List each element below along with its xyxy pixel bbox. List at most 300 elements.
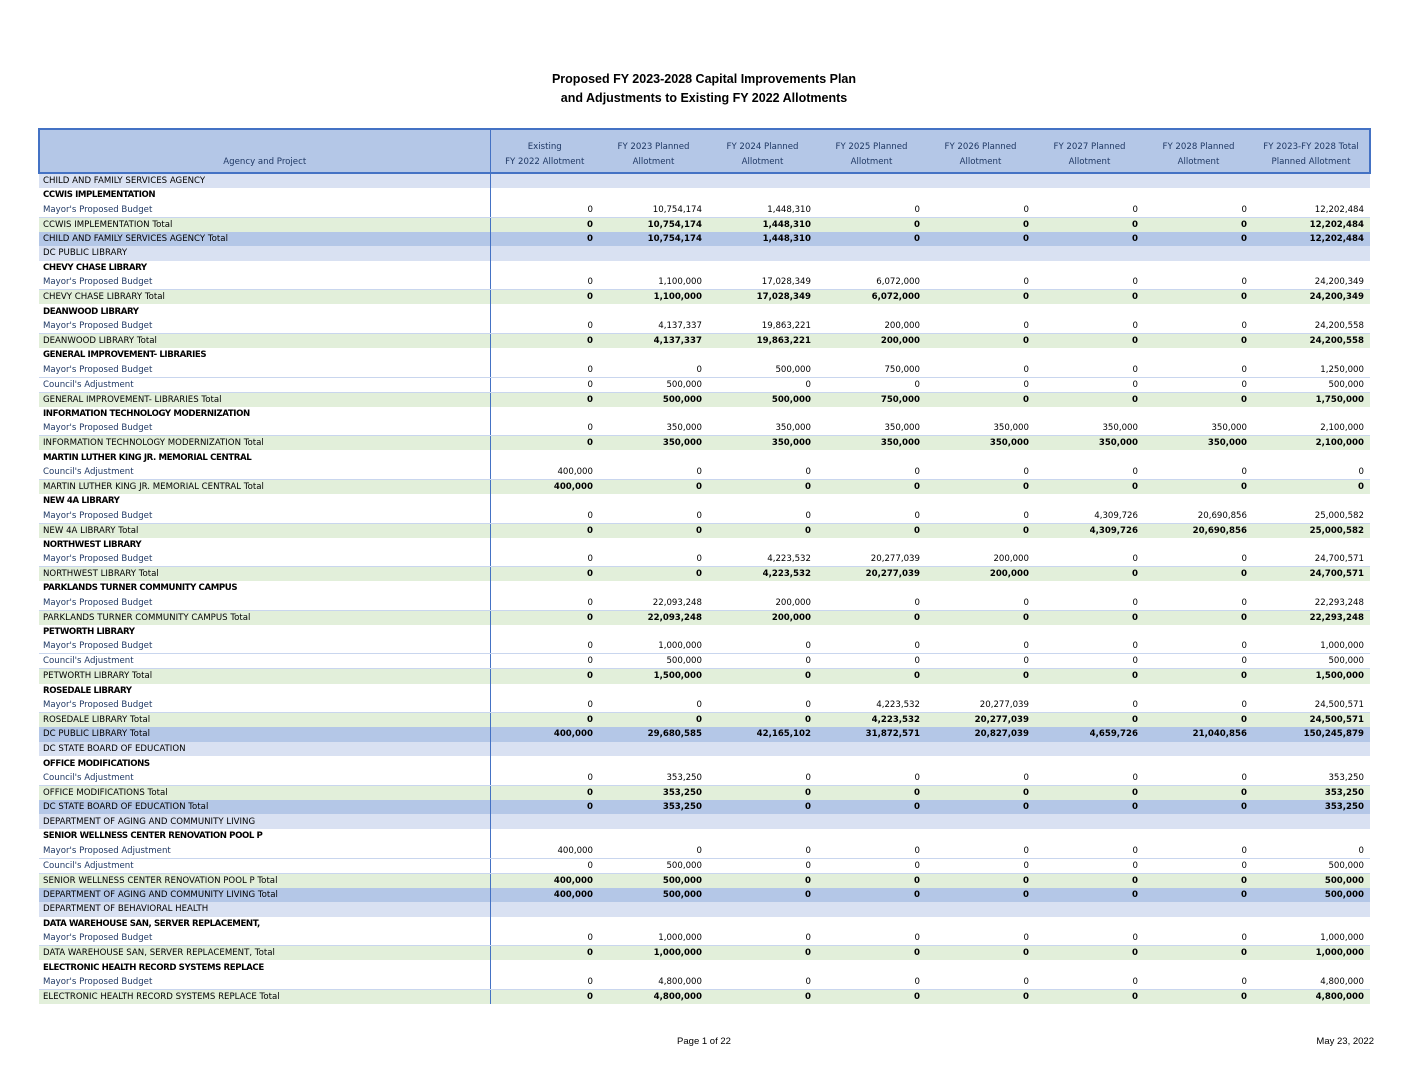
amount-cell bbox=[1144, 581, 1253, 596]
amount-cell bbox=[1144, 407, 1253, 422]
agency-row bbox=[39, 814, 1370, 829]
amount-cell bbox=[1035, 304, 1144, 319]
amount-cell: 20,277,039 bbox=[817, 567, 926, 582]
amount-cell: 500,000 bbox=[1253, 377, 1370, 392]
amount-cell: 500,000 bbox=[708, 392, 817, 407]
amount-cell bbox=[817, 742, 926, 757]
amount-cell bbox=[1144, 246, 1253, 261]
amount-cell bbox=[817, 188, 926, 203]
amount-cell: 1,000,000 bbox=[1253, 639, 1370, 654]
amount-cell bbox=[926, 246, 1035, 261]
amount-cell: 500,000 bbox=[599, 873, 708, 888]
detail-row bbox=[39, 363, 1370, 378]
amount-cell: 350,000 bbox=[817, 436, 926, 451]
amount-cell: 4,137,337 bbox=[599, 333, 708, 348]
project-label: SENIOR WELLNESS CENTER RENOVATION POOL P bbox=[39, 829, 490, 844]
amount-cell bbox=[599, 742, 708, 757]
amount-cell bbox=[599, 348, 708, 363]
project-total-label: SENIOR WELLNESS CENTER RENOVATION POOL P Total bbox=[39, 873, 490, 888]
detail-label: Mayor's Proposed Budget bbox=[39, 931, 490, 946]
amount-cell: 200,000 bbox=[926, 567, 1035, 582]
amount-cell: 0 bbox=[599, 523, 708, 538]
amount-cell bbox=[708, 538, 817, 553]
amount-cell: 353,250 bbox=[1253, 785, 1370, 800]
amount-cell bbox=[1035, 494, 1144, 509]
amount-cell: 24,200,349 bbox=[1253, 275, 1370, 290]
amount-cell: 0 bbox=[926, 669, 1035, 684]
amount-cell bbox=[490, 246, 599, 261]
amount-cell bbox=[1035, 625, 1144, 640]
amount-cell: 2,100,000 bbox=[1253, 421, 1370, 436]
amount-cell: 500,000 bbox=[1253, 654, 1370, 669]
amount-cell bbox=[1253, 581, 1370, 596]
amount-cell: 350,000 bbox=[599, 436, 708, 451]
project-total-row bbox=[39, 567, 1370, 582]
amount-cell: 0 bbox=[490, 217, 599, 232]
amount-cell: 20,690,856 bbox=[1144, 523, 1253, 538]
amount-cell bbox=[1035, 173, 1144, 188]
amount-cell: 0 bbox=[1144, 888, 1253, 903]
amount-cell: 24,200,349 bbox=[1253, 290, 1370, 305]
amount-cell: 0 bbox=[599, 479, 708, 494]
amount-cell bbox=[817, 538, 926, 553]
amount-cell: 353,250 bbox=[599, 800, 708, 815]
amount-cell: 0 bbox=[708, 800, 817, 815]
amount-cell: 0 bbox=[490, 275, 599, 290]
detail-label: Mayor's Proposed Budget bbox=[39, 552, 490, 567]
amount-cell: 0 bbox=[926, 844, 1035, 859]
amount-cell: 0 bbox=[599, 363, 708, 378]
amount-cell: 0 bbox=[708, 946, 817, 961]
amount-cell bbox=[1144, 348, 1253, 363]
amount-cell: 0 bbox=[490, 946, 599, 961]
amount-cell: 0 bbox=[926, 873, 1035, 888]
amount-cell bbox=[1035, 246, 1144, 261]
page-number: Page 1 of 22 bbox=[677, 1036, 731, 1047]
amount-cell: 0 bbox=[926, 610, 1035, 625]
amount-cell: 25,000,582 bbox=[1253, 523, 1370, 538]
amount-cell: 0 bbox=[490, 203, 599, 218]
amount-cell bbox=[1144, 261, 1253, 276]
amount-cell bbox=[490, 261, 599, 276]
amount-cell: 0 bbox=[926, 363, 1035, 378]
project-label: CHEVY CHASE LIBRARY bbox=[39, 261, 490, 276]
amount-cell: 1,250,000 bbox=[1253, 363, 1370, 378]
project-total-row bbox=[39, 669, 1370, 684]
detail-row bbox=[39, 421, 1370, 436]
amount-cell: 0 bbox=[1144, 975, 1253, 990]
agency-total-label: DC STATE BOARD OF EDUCATION Total bbox=[39, 800, 490, 815]
amount-cell bbox=[490, 756, 599, 771]
amount-cell bbox=[599, 625, 708, 640]
amount-cell: 0 bbox=[1035, 669, 1144, 684]
amount-cell bbox=[490, 814, 599, 829]
amount-cell: 0 bbox=[1144, 377, 1253, 392]
amount-cell: 0 bbox=[708, 771, 817, 786]
amount-cell: 0 bbox=[926, 785, 1035, 800]
amount-cell: 4,223,532 bbox=[708, 567, 817, 582]
amount-cell: 0 bbox=[926, 523, 1035, 538]
agency-total-label: DEPARTMENT OF AGING AND COMMUNITY LIVING Total bbox=[39, 888, 490, 903]
amount-cell: 0 bbox=[599, 567, 708, 582]
amount-cell bbox=[1144, 188, 1253, 203]
detail-row bbox=[39, 858, 1370, 873]
table-body bbox=[39, 173, 1370, 1004]
amount-cell: 0 bbox=[1035, 275, 1144, 290]
amount-cell: 0 bbox=[1144, 669, 1253, 684]
amount-cell: 0 bbox=[926, 333, 1035, 348]
project-label: ROSEDALE LIBRARY bbox=[39, 684, 490, 699]
project-row bbox=[39, 188, 1370, 203]
amount-cell bbox=[817, 829, 926, 844]
amount-cell: 0 bbox=[1144, 844, 1253, 859]
amount-cell: 0 bbox=[1035, 552, 1144, 567]
amount-cell: 0 bbox=[926, 975, 1035, 990]
amount-cell bbox=[1144, 450, 1253, 465]
amount-cell bbox=[1144, 538, 1253, 553]
project-total-row bbox=[39, 785, 1370, 800]
amount-cell bbox=[708, 829, 817, 844]
amount-cell: 0 bbox=[599, 698, 708, 713]
amount-cell: 0 bbox=[817, 989, 926, 1004]
amount-cell: 0 bbox=[490, 421, 599, 436]
amount-cell: 0 bbox=[1035, 639, 1144, 654]
amount-cell: 0 bbox=[490, 858, 599, 873]
amount-cell bbox=[1035, 960, 1144, 975]
amount-cell: 0 bbox=[1144, 552, 1253, 567]
amount-cell: 4,223,532 bbox=[817, 713, 926, 728]
amount-cell: 0 bbox=[1035, 771, 1144, 786]
amount-cell: 0 bbox=[708, 785, 817, 800]
amount-cell: 500,000 bbox=[599, 858, 708, 873]
detail-row bbox=[39, 844, 1370, 859]
amount-cell: 0 bbox=[708, 669, 817, 684]
amount-cell: 0 bbox=[1144, 639, 1253, 654]
amount-cell: 22,293,248 bbox=[1253, 596, 1370, 611]
amount-cell bbox=[926, 173, 1035, 188]
amount-cell: 1,100,000 bbox=[599, 275, 708, 290]
amount-cell: 0 bbox=[599, 552, 708, 567]
amount-cell bbox=[490, 960, 599, 975]
project-label: MARTIN LUTHER KING JR. MEMORIAL CENTRAL bbox=[39, 450, 490, 465]
amount-cell: 400,000 bbox=[490, 873, 599, 888]
amount-cell: 0 bbox=[817, 771, 926, 786]
project-total-row bbox=[39, 873, 1370, 888]
amount-cell: 42,165,102 bbox=[708, 727, 817, 742]
amount-cell bbox=[926, 450, 1035, 465]
project-total-row bbox=[39, 436, 1370, 451]
amount-cell: 350,000 bbox=[1035, 421, 1144, 436]
amount-cell: 0 bbox=[817, 800, 926, 815]
agency-total-row bbox=[39, 800, 1370, 815]
agency-row bbox=[39, 902, 1370, 917]
amount-cell bbox=[926, 902, 1035, 917]
detail-label: Mayor's Proposed Budget bbox=[39, 421, 490, 436]
report-subtitle: and Adjustments to Existing FY 2022 Allotments bbox=[560, 91, 848, 105]
amount-cell: 0 bbox=[1144, 610, 1253, 625]
amount-cell: 0 bbox=[1144, 232, 1253, 247]
amount-cell: 0 bbox=[1253, 479, 1370, 494]
amount-cell: 0 bbox=[490, 523, 599, 538]
amount-cell bbox=[926, 917, 1035, 932]
project-total-label: CCWIS IMPLEMENTATION Total bbox=[39, 217, 490, 232]
amount-cell bbox=[1253, 261, 1370, 276]
amount-cell bbox=[708, 742, 817, 757]
amount-cell bbox=[817, 407, 926, 422]
amount-cell: 0 bbox=[926, 800, 1035, 815]
project-total-row bbox=[39, 290, 1370, 305]
amount-cell: 0 bbox=[817, 465, 926, 480]
amount-cell: 20,690,856 bbox=[1144, 508, 1253, 523]
agency-label: DC STATE BOARD OF EDUCATION bbox=[39, 742, 490, 757]
amount-cell: 17,028,349 bbox=[708, 275, 817, 290]
amount-cell bbox=[599, 450, 708, 465]
amount-cell bbox=[599, 261, 708, 276]
amount-cell: 0 bbox=[1035, 290, 1144, 305]
amount-cell bbox=[1035, 348, 1144, 363]
amount-cell: 1,448,310 bbox=[708, 203, 817, 218]
project-total-row bbox=[39, 479, 1370, 494]
project-row bbox=[39, 625, 1370, 640]
detail-row bbox=[39, 465, 1370, 480]
amount-cell: 0 bbox=[817, 931, 926, 946]
amount-cell: 353,250 bbox=[1253, 800, 1370, 815]
amount-cell bbox=[817, 625, 926, 640]
amount-cell: 0 bbox=[1035, 713, 1144, 728]
amount-cell: 0 bbox=[926, 946, 1035, 961]
amount-cell: 0 bbox=[1144, 290, 1253, 305]
detail-label: Mayor's Proposed Budget bbox=[39, 319, 490, 334]
amount-cell bbox=[817, 902, 926, 917]
amount-cell bbox=[1144, 173, 1253, 188]
project-label: PARKLANDS TURNER COMMUNITY CAMPUS bbox=[39, 581, 490, 596]
amount-cell bbox=[599, 407, 708, 422]
amount-cell bbox=[708, 917, 817, 932]
amount-cell: 200,000 bbox=[817, 333, 926, 348]
amount-cell bbox=[708, 684, 817, 699]
amount-cell: 0 bbox=[1144, 275, 1253, 290]
amount-cell bbox=[708, 581, 817, 596]
amount-cell: 0 bbox=[926, 290, 1035, 305]
amount-cell: 4,659,726 bbox=[1035, 727, 1144, 742]
amount-cell: 1,000,000 bbox=[599, 946, 708, 961]
amount-cell: 0 bbox=[708, 975, 817, 990]
amount-cell: 4,800,000 bbox=[1253, 989, 1370, 1004]
amount-cell: 0 bbox=[1035, 858, 1144, 873]
amount-cell: 1,750,000 bbox=[1253, 392, 1370, 407]
detail-row bbox=[39, 508, 1370, 523]
amount-cell: 20,277,039 bbox=[926, 698, 1035, 713]
amount-cell bbox=[490, 684, 599, 699]
amount-cell bbox=[490, 625, 599, 640]
amount-cell bbox=[1144, 829, 1253, 844]
amount-cell: 0 bbox=[490, 319, 599, 334]
column-header: FY 2028 Planned Allotment bbox=[1144, 129, 1253, 173]
amount-cell: 0 bbox=[926, 275, 1035, 290]
detail-row bbox=[39, 319, 1370, 334]
project-label: GENERAL IMPROVEMENT- LIBRARIES bbox=[39, 348, 490, 363]
amount-cell: 0 bbox=[1144, 392, 1253, 407]
amount-cell: 1,500,000 bbox=[1253, 669, 1370, 684]
amount-cell: 0 bbox=[1253, 844, 1370, 859]
amount-cell: 200,000 bbox=[708, 610, 817, 625]
amount-cell: 0 bbox=[490, 989, 599, 1004]
amount-cell bbox=[926, 261, 1035, 276]
detail-row bbox=[39, 698, 1370, 713]
amount-cell bbox=[1253, 625, 1370, 640]
amount-cell bbox=[817, 173, 926, 188]
amount-cell: 0 bbox=[490, 596, 599, 611]
amount-cell bbox=[817, 684, 926, 699]
amount-cell bbox=[490, 304, 599, 319]
amount-cell: 353,250 bbox=[599, 771, 708, 786]
amount-cell bbox=[1035, 756, 1144, 771]
amount-cell bbox=[817, 814, 926, 829]
amount-cell: 31,872,571 bbox=[817, 727, 926, 742]
amount-cell: 0 bbox=[926, 203, 1035, 218]
amount-cell: 0 bbox=[926, 392, 1035, 407]
amount-cell: 0 bbox=[926, 479, 1035, 494]
amount-cell bbox=[817, 246, 926, 261]
agency-row bbox=[39, 173, 1370, 188]
amount-cell bbox=[817, 261, 926, 276]
amount-cell: 0 bbox=[1035, 800, 1144, 815]
amount-cell: 0 bbox=[1035, 931, 1144, 946]
amount-cell: 0 bbox=[708, 698, 817, 713]
project-label: CCWIS IMPLEMENTATION bbox=[39, 188, 490, 203]
amount-cell bbox=[817, 581, 926, 596]
project-total-row bbox=[39, 713, 1370, 728]
amount-cell bbox=[926, 581, 1035, 596]
amount-cell bbox=[1253, 684, 1370, 699]
project-total-label: INFORMATION TECHNOLOGY MODERNIZATION Total bbox=[39, 436, 490, 451]
amount-cell bbox=[1253, 348, 1370, 363]
detail-label: Council's Adjustment bbox=[39, 654, 490, 669]
report-title: Proposed FY 2023-2028 Capital Improvements Plan bbox=[551, 72, 857, 86]
amount-cell: 200,000 bbox=[817, 319, 926, 334]
agency-label: DEPARTMENT OF AGING AND COMMUNITY LIVING bbox=[39, 814, 490, 829]
agency-total-row bbox=[39, 888, 1370, 903]
amount-cell: 400,000 bbox=[490, 727, 599, 742]
amount-cell: 0 bbox=[817, 217, 926, 232]
amount-cell bbox=[926, 829, 1035, 844]
project-row bbox=[39, 917, 1370, 932]
amount-cell: 0 bbox=[817, 639, 926, 654]
amount-cell bbox=[817, 348, 926, 363]
detail-row bbox=[39, 552, 1370, 567]
amount-cell bbox=[1253, 742, 1370, 757]
amount-cell bbox=[599, 173, 708, 188]
agency-row bbox=[39, 742, 1370, 757]
amount-cell: 1,100,000 bbox=[599, 290, 708, 305]
amount-cell bbox=[1144, 684, 1253, 699]
project-total-label: PARKLANDS TURNER COMMUNITY CAMPUS Total bbox=[39, 610, 490, 625]
column-header: Agency and Project bbox=[39, 129, 490, 173]
amount-cell: 0 bbox=[708, 479, 817, 494]
amount-cell: 0 bbox=[926, 931, 1035, 946]
detail-row bbox=[39, 275, 1370, 290]
amount-cell bbox=[599, 684, 708, 699]
amount-cell: 4,309,726 bbox=[1035, 508, 1144, 523]
amount-cell: 0 bbox=[926, 465, 1035, 480]
amount-cell: 0 bbox=[1035, 946, 1144, 961]
column-header: FY 2025 Planned Allotment bbox=[817, 129, 926, 173]
amount-cell bbox=[708, 348, 817, 363]
amount-cell bbox=[926, 742, 1035, 757]
project-row bbox=[39, 450, 1370, 465]
amount-cell: 12,202,484 bbox=[1253, 203, 1370, 218]
amount-cell: 25,000,582 bbox=[1253, 508, 1370, 523]
amount-cell bbox=[817, 917, 926, 932]
amount-cell: 0 bbox=[1035, 333, 1144, 348]
amount-cell: 0 bbox=[490, 552, 599, 567]
amount-cell: 0 bbox=[1144, 333, 1253, 348]
amount-cell: 0 bbox=[708, 465, 817, 480]
project-row bbox=[39, 960, 1370, 975]
detail-row bbox=[39, 931, 1370, 946]
amount-cell: 0 bbox=[1144, 873, 1253, 888]
detail-label: Mayor's Proposed Budget bbox=[39, 363, 490, 378]
amount-cell: 0 bbox=[1144, 319, 1253, 334]
amount-cell bbox=[490, 581, 599, 596]
amount-cell: 500,000 bbox=[599, 888, 708, 903]
agency-total-row bbox=[39, 727, 1370, 742]
amount-cell: 0 bbox=[1035, 217, 1144, 232]
agency-total-row bbox=[39, 232, 1370, 247]
amount-cell: 750,000 bbox=[817, 392, 926, 407]
amount-cell: 0 bbox=[599, 465, 708, 480]
amount-cell: 350,000 bbox=[926, 421, 1035, 436]
amount-cell bbox=[926, 960, 1035, 975]
amount-cell: 0 bbox=[1144, 217, 1253, 232]
amount-cell: 0 bbox=[708, 639, 817, 654]
amount-cell bbox=[490, 829, 599, 844]
amount-cell: 0 bbox=[1035, 596, 1144, 611]
amount-cell: 0 bbox=[817, 232, 926, 247]
detail-label: Council's Adjustment bbox=[39, 771, 490, 786]
project-total-label: MARTIN LUTHER KING JR. MEMORIAL CENTRAL Total bbox=[39, 479, 490, 494]
amount-cell: 0 bbox=[926, 771, 1035, 786]
amount-cell: 1,448,310 bbox=[708, 232, 817, 247]
amount-cell bbox=[1035, 450, 1144, 465]
amount-cell: 6,072,000 bbox=[817, 275, 926, 290]
amount-cell bbox=[1035, 684, 1144, 699]
project-row bbox=[39, 348, 1370, 363]
amount-cell: 22,093,248 bbox=[599, 610, 708, 625]
amount-cell: 19,863,221 bbox=[708, 319, 817, 334]
agency-label: DC PUBLIC LIBRARY bbox=[39, 246, 490, 261]
project-label: DATA WAREHOUSE SAN, SERVER REPLACEMENT, bbox=[39, 917, 490, 932]
amount-cell bbox=[1144, 742, 1253, 757]
amount-cell: 0 bbox=[708, 873, 817, 888]
amount-cell: 4,800,000 bbox=[1253, 975, 1370, 990]
amount-cell: 0 bbox=[490, 567, 599, 582]
amount-cell: 4,800,000 bbox=[599, 975, 708, 990]
report-date: May 23, 2022 bbox=[1316, 1036, 1374, 1047]
amount-cell: 0 bbox=[708, 858, 817, 873]
amount-cell: 12,202,484 bbox=[1253, 217, 1370, 232]
amount-cell: 0 bbox=[1035, 232, 1144, 247]
amount-cell bbox=[1035, 581, 1144, 596]
amount-cell: 20,277,039 bbox=[817, 552, 926, 567]
amount-cell bbox=[817, 960, 926, 975]
project-total-label: ROSEDALE LIBRARY Total bbox=[39, 713, 490, 728]
amount-cell bbox=[817, 304, 926, 319]
amount-cell: 350,000 bbox=[817, 421, 926, 436]
amount-cell: 400,000 bbox=[490, 465, 599, 480]
amount-cell bbox=[708, 188, 817, 203]
detail-label: Council's Adjustment bbox=[39, 465, 490, 480]
